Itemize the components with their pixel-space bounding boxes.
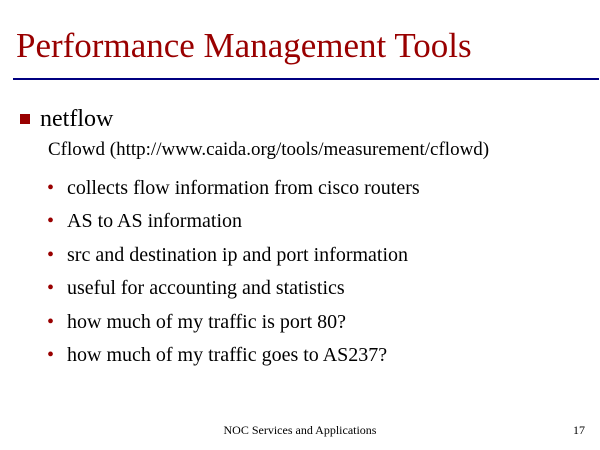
sub-bullet-item (47, 238, 420, 272)
dot-bullet-icon: • (47, 344, 55, 367)
main-bullet-item (20, 106, 113, 132)
sub-bullet-item (47, 205, 420, 239)
sub-bullet-item (47, 339, 420, 373)
dot-bullet-icon: • (47, 210, 55, 233)
square-bullet-icon (20, 114, 30, 124)
sub-bullet-list (47, 171, 420, 372)
dot-bullet-icon: • (47, 176, 55, 199)
footer-text: NOC Services and Applications (223, 423, 377, 437)
sub-bullet-label: useful for accounting and statistics (67, 277, 345, 300)
slide-title: Performance Management Tools (16, 26, 472, 65)
sub-bullet-item (47, 171, 420, 205)
sub-bullet-item (47, 272, 420, 306)
cflowd-subtitle: Cflowd (http://www.caida.org/tools/measurement/cflowd) (48, 139, 490, 160)
sub-bullet-label: how much of my traffic is port 80? (67, 310, 347, 333)
page-number: 17 (573, 423, 585, 437)
dot-bullet-icon: • (47, 310, 55, 333)
dot-bullet-icon: • (47, 243, 55, 266)
sub-bullet-label: src and destination ip and port information (67, 243, 409, 266)
sub-bullet-item (47, 305, 420, 339)
sub-bullet-label: collects flow information from cisco routers (67, 176, 420, 199)
title-divider (13, 78, 599, 80)
main-bullet-label: netflow (40, 106, 114, 132)
sub-bullet-label: how much of my traffic goes to AS237? (67, 344, 388, 367)
dot-bullet-icon: • (47, 277, 55, 300)
sub-bullet-label: AS to AS information (67, 210, 243, 233)
